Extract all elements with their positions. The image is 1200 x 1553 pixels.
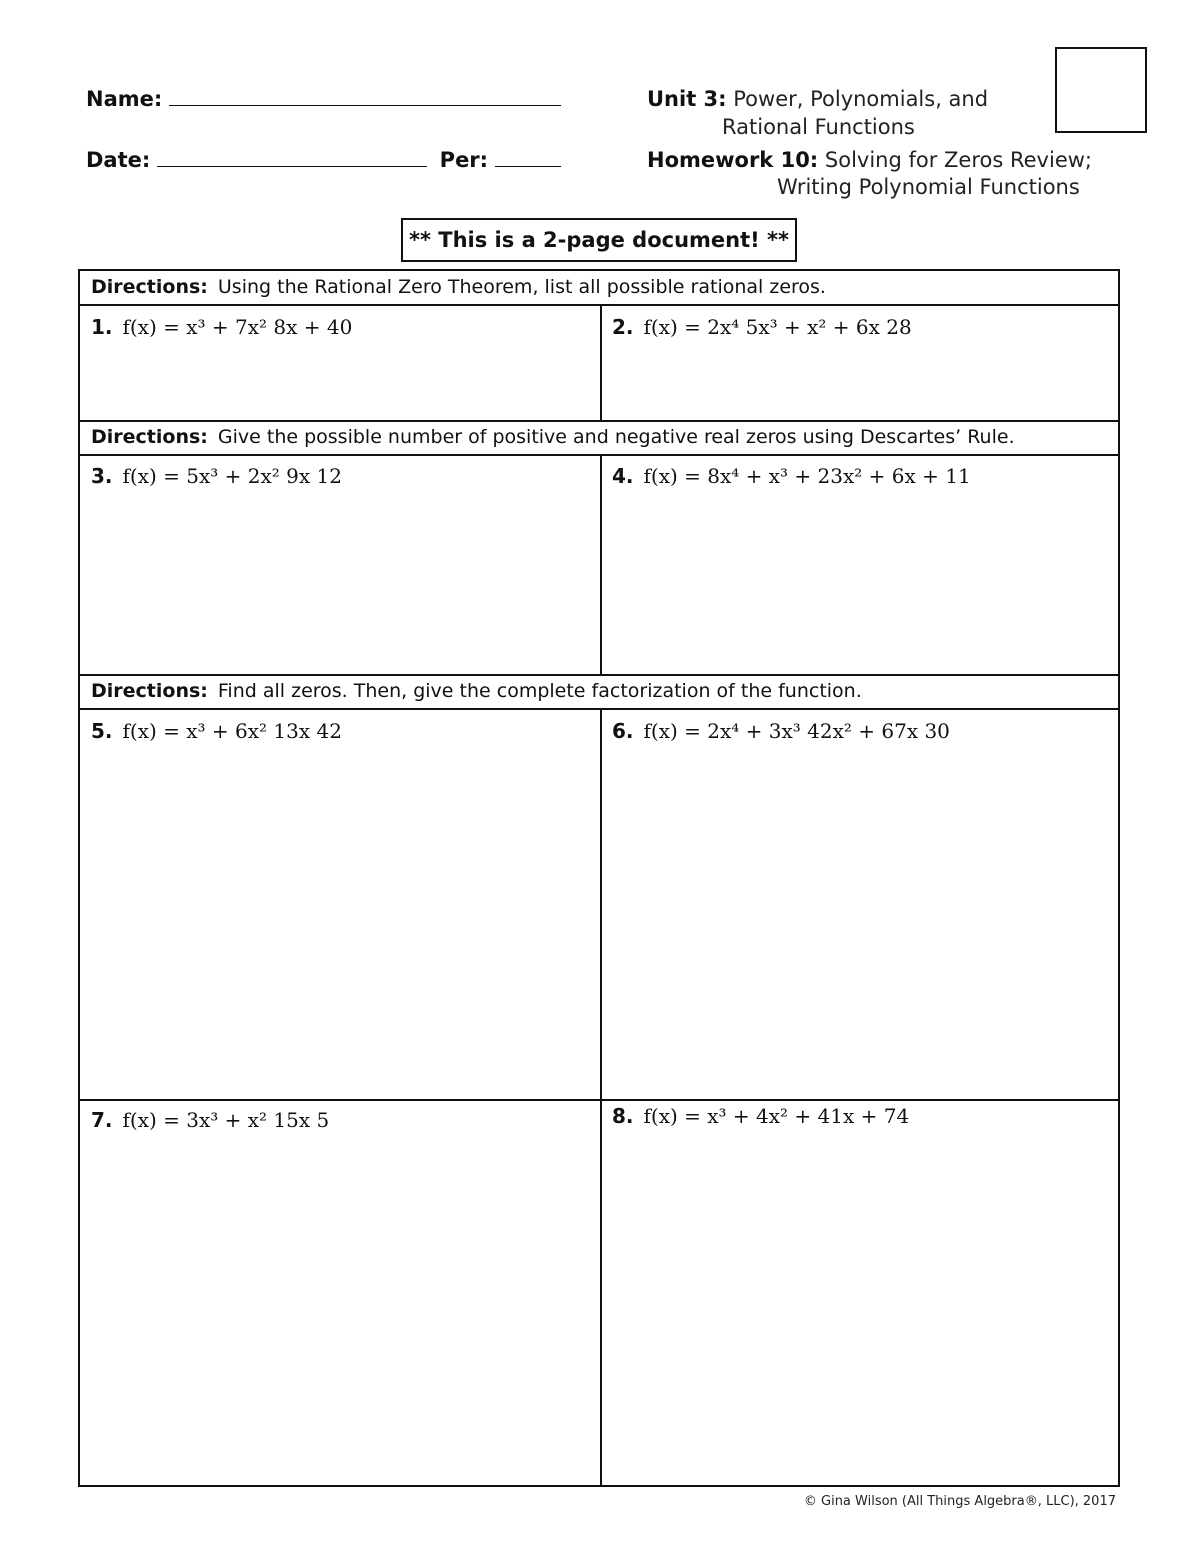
homework-heading [647, 148, 1092, 172]
problem-4 [612, 464, 971, 488]
problem-number: 4. [612, 464, 634, 488]
column-divider [600, 456, 602, 674]
directions-text: Give the possible number of positive and negative real zeros using Descartes’ Rule. [217, 426, 1015, 448]
problem-number: 5. [91, 719, 113, 743]
problem-8 [612, 1104, 909, 1128]
directions-text: Using the Rational Zero Theorem, list all possible rational zeros. [217, 276, 826, 298]
date-label: Date: [86, 148, 151, 172]
directions-text: Find all zeros. Then, give the complete factorization of the function. [217, 680, 862, 702]
problem-number: 2. [612, 315, 634, 339]
directions-rational-zeros [80, 271, 1118, 306]
directions-label: Directions: [91, 276, 208, 298]
problem-number: 7. [91, 1108, 113, 1132]
directions-label: Directions: [91, 426, 208, 448]
problem-3 [91, 464, 342, 488]
problem-6 [612, 719, 950, 743]
problem-number: 8. [612, 1104, 634, 1128]
problem-7 [91, 1108, 329, 1132]
row-divider [80, 1099, 1118, 1101]
problem-equation: f(x) = 5x³ + 2x² 9x 12 [122, 464, 342, 488]
problem-equation: f(x) = x³ + 4x² + 41x + 74 [643, 1104, 910, 1128]
unit-title-line1: Power, Polynomials, and [733, 87, 989, 111]
problem-equation: f(x) = 2x⁴ + 3x³ 42x² + 67x 30 [643, 719, 950, 743]
per-blank[interactable] [495, 148, 561, 167]
per-label: Per: [439, 148, 489, 172]
directions-find-zeros [80, 675, 1118, 710]
problem-number: 6. [612, 719, 634, 743]
score-box[interactable] [1055, 47, 1147, 133]
name-field-row [86, 87, 561, 111]
homework-title-line2: Writing Polynomial Functions [777, 175, 1080, 199]
problem-equation: f(x) = x³ + 6x² 13x 42 [122, 719, 342, 743]
problem-equation: f(x) = 2x⁴ 5x³ + x² + 6x 28 [643, 315, 912, 339]
homework-title-line1: Solving for Zeros Review; [824, 148, 1092, 172]
column-divider [600, 306, 602, 420]
date-blank[interactable] [157, 148, 427, 167]
directions-descartes-rule [80, 421, 1118, 456]
problem-2 [612, 315, 912, 339]
name-label: Name: [86, 87, 163, 111]
homework-label: Homework 10: [647, 148, 819, 172]
name-blank[interactable] [169, 87, 561, 106]
page-notice: ** This is a 2-page document! ** [401, 218, 797, 262]
problem-equation: f(x) = 8x⁴ + x³ + 23x² + 6x + 11 [643, 464, 971, 488]
problem-5 [91, 719, 342, 743]
problem-number: 1. [91, 315, 113, 339]
unit-label: Unit 3: [647, 87, 727, 111]
date-field-row [86, 148, 561, 172]
problem-equation: f(x) = 3x³ + x² 15x 5 [122, 1108, 330, 1132]
problem-equation: f(x) = x³ + 7x² 8x + 40 [122, 315, 353, 339]
problem-1 [91, 315, 352, 339]
copyright-notice: © Gina Wilson (All Things Algebra®, LLC), 2017 [803, 1494, 1116, 1509]
unit-heading [647, 87, 988, 111]
worksheet-grid [78, 269, 1120, 1487]
problem-number: 3. [91, 464, 113, 488]
unit-title-line2: Rational Functions [722, 115, 915, 139]
directions-label: Directions: [91, 680, 208, 702]
